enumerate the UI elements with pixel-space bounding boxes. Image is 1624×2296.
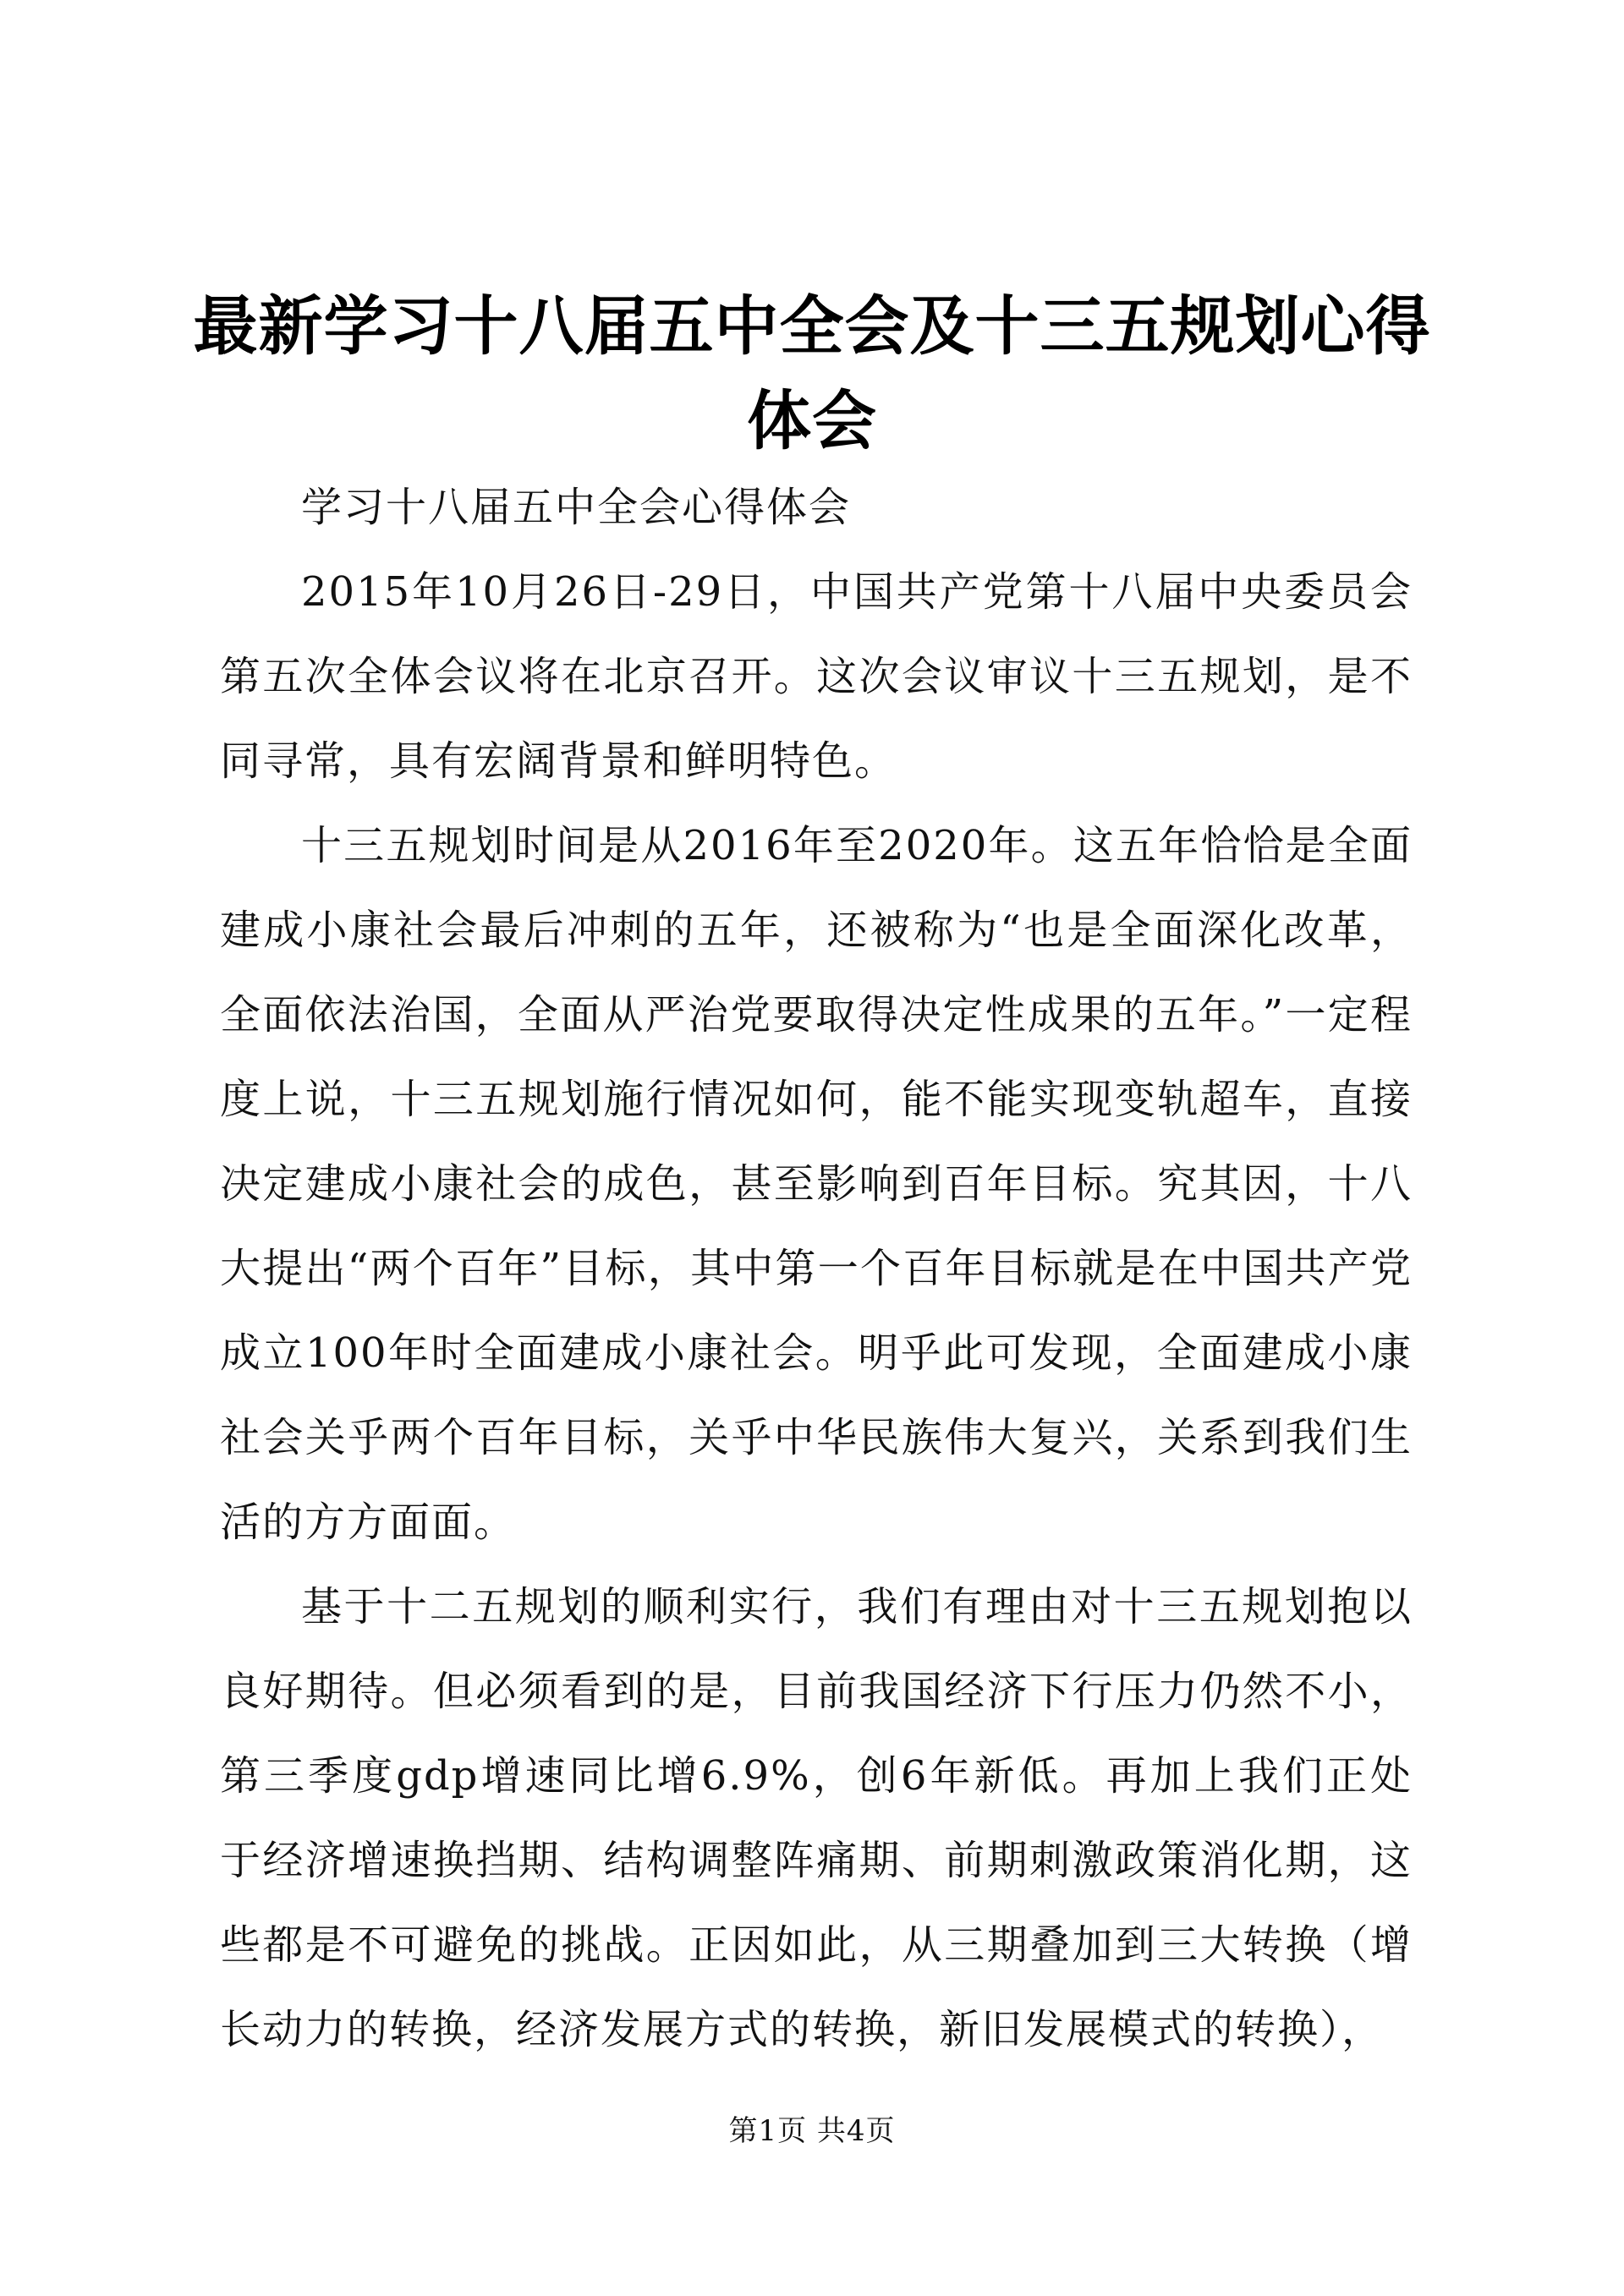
paragraph: 十三五规划时间是从2016年至2020年。这五年恰恰是全面建成小康社会最后冲刺的五年，还被称为“也是全面深化改革，全面依法治国，全面从严治党要取得决定性成果的五年。”一定程度上说，十三五规划施行情况如何，能不能实现变轨超车，直接决定建成小康社会的成色，甚至影响到百年目标。究其因，十八大提出“两个百年”目标，其中第一个百年目标就是在中国共产党成立100年时全面建成小康社会。明乎此可发现，全面建成小康社会关乎两个百年目标，关乎中华民族伟大复兴，关系到我们生活的方方面面。: [220, 822, 1413, 1546]
document-body: [220, 465, 1413, 2072]
document-title: 最新学习十八届五中全会及十三五规划心得体会: [193, 288, 1431, 458]
paragraph: 2015年10月26日-29日，中国共产党第十八届中央委员会第五次全体会议将在北京召开。这次会议审议十三五规划，是不同寻常，具有宏阔背景和鲜明特色。: [220, 568, 1413, 785]
paragraph: 基于十二五规划的顺利实行，我们有理由对十三五规划抱以良好期待。但必须看到的是，目前我国经济下行压力仍然不小，第三季度gdp增速同比增6.9%，创6年新低。再加上我们正处于经济增速换挡期、结构调整阵痛期、前期刺激政策消化期，这些都是不可避免的挑战。正因如此，从三期叠加到三大转换（增长动力的转换，经济发展方式的转换，新旧发展模式的转换），: [220, 1583, 1413, 2053]
page-footer: 第1页 共4页: [728, 2114, 896, 2148]
document-subtitle: 学习十八届五中全会心得体会: [301, 484, 852, 531]
